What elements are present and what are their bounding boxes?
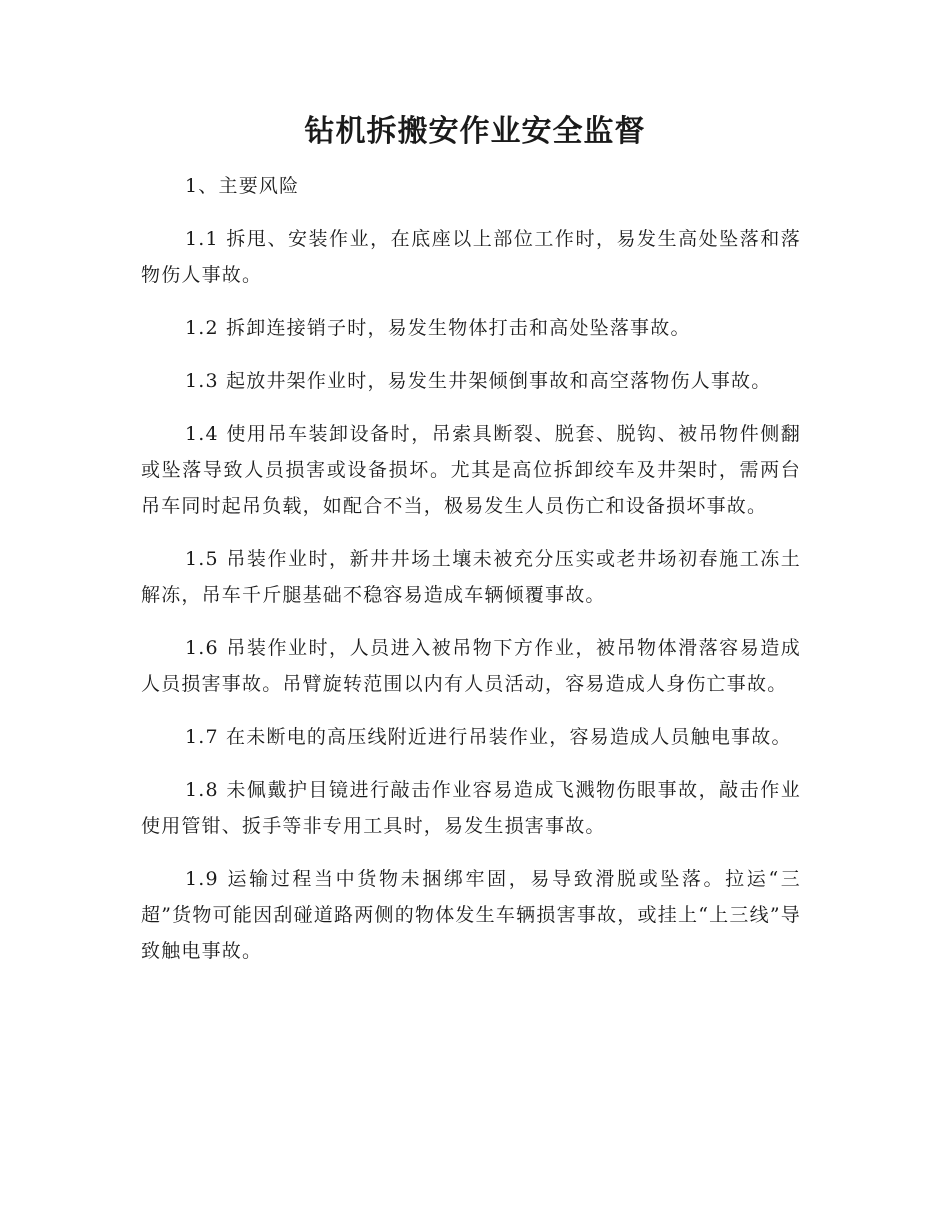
risk-item-1-9: 1.9 运输过程当中货物未捆绑牢固，易导致滑脱或坠落。拉运“三超”货物可能因刮碰道路两侧的物体发生车辆损害事故，或挂上“上三线”导致触电事故。	[141, 868, 801, 962]
risk-item-1-6: 1.6 吊装作业时，人员进入被吊物下方作业，被吊物体滑落容易造成人员损害事故。吊臂旋转范围以内有人员活动，容易造成人身伤亡事故。	[141, 637, 801, 695]
risk-item-1-5: 1.5 吊装作业时，新井井场土壤未被充分压实或老井场初春施工冻土解冻，吊车千斤腿基础不稳容易造成车辆倾覆事故。	[141, 548, 801, 606]
risk-item-1-3: 1.3 起放井架作业时，易发生井架倾倒事故和高空落物伤人事故。	[185, 370, 772, 392]
risk-item-1-8: 1.8 未佩戴护目镜进行敲击作业容易造成飞溅物伤眼事故，敲击作业使用管钳、扳手等非专用工具时，易发生损害事故。	[141, 779, 801, 837]
section-heading: 1、主要风险	[185, 175, 300, 197]
risk-item-1-7: 1.7 在未断电的高压线附近进行吊装作业，容易造成人员触电事故。	[185, 726, 792, 748]
risk-item-1-1: 1.1 拆甩、安装作业，在底座以上部位工作时，易发生高处坠落和落物伤人事故。	[141, 228, 801, 286]
document-title: 钻机拆搬安作业安全监督	[304, 114, 646, 149]
document-body	[141, 168, 801, 986]
risk-item-1-2: 1.2 拆卸连接销子时，易发生物体打击和高处坠落事故。	[185, 317, 691, 339]
risk-item-1-4: 1.4 使用吊车装卸设备时，吊索具断裂、脱套、脱钩、被吊物件侧翻或坠落导致人员损害或设备损坏。尤其是高位拆卸绞车及井架时，需两台吊车同时起吊负载，如配合不当，极易发生人员伤亡和设备损坏事故。	[141, 423, 801, 517]
